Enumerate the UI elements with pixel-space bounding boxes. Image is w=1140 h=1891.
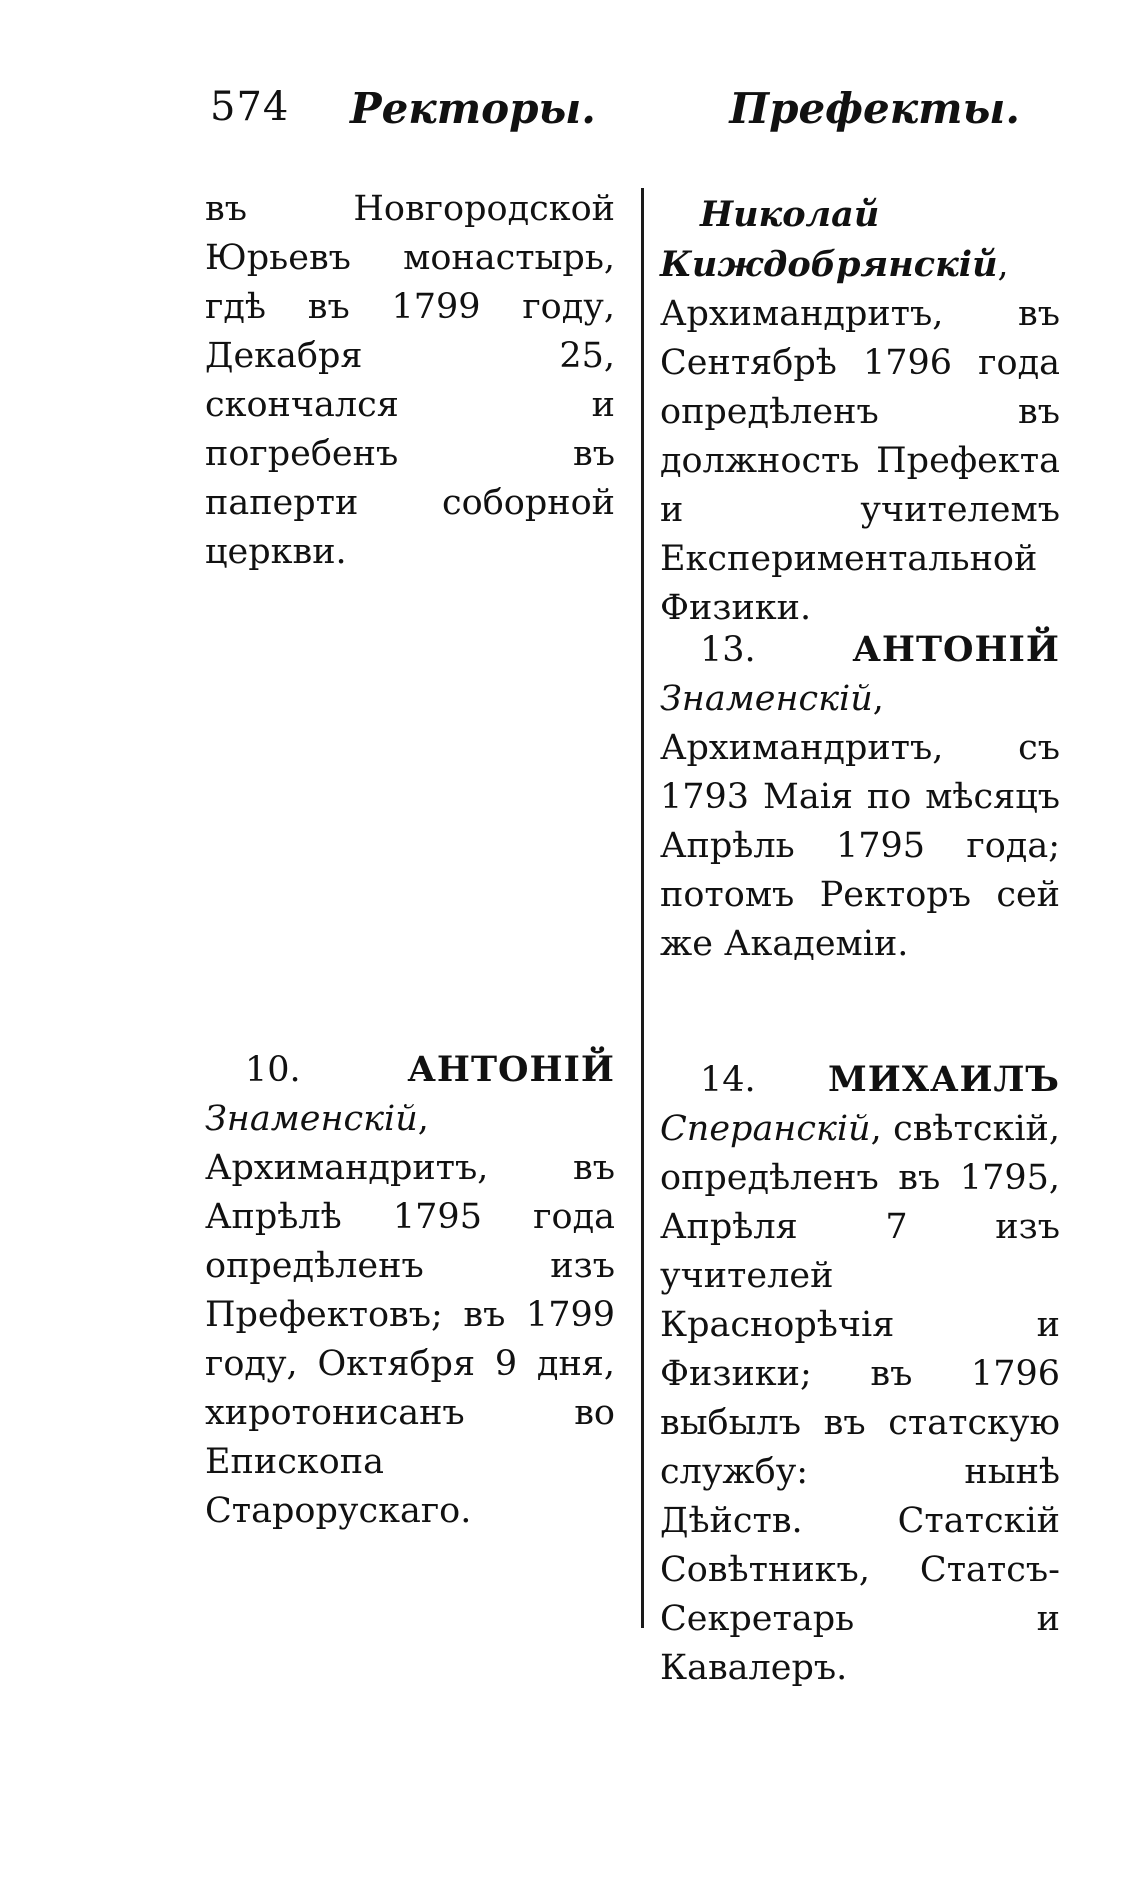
prefect-entry-continued bbox=[660, 190, 1060, 633]
entry-number: 14. bbox=[700, 1060, 756, 1100]
entry-number: 10. bbox=[245, 1050, 301, 1090]
entry-name: МИХАИЛЪ bbox=[828, 1059, 1060, 1100]
entry-text: , Архимандритъ, въ Сентябрѣ 1796 года опредѣленъ въ должность Префекта и учителемъ Експериментальной Физики. bbox=[660, 245, 1060, 628]
entry-surname: Сперанскій bbox=[660, 1109, 871, 1149]
entry-text: въ Новгородской Юрьевъ монастырь, гдѣ въ 1799 году, Декабря 25, скончался и погребенъ въ паперти соборной церкви. bbox=[205, 189, 615, 572]
entry-body bbox=[660, 1055, 1060, 1693]
entry-number: 13. bbox=[700, 630, 756, 670]
column-divider bbox=[641, 188, 644, 1628]
page-header bbox=[210, 84, 1020, 144]
entry-text: , свѣтскій, опредѣленъ въ 1795, Апрѣля 7 изъ учителей Краснорѣчія и Физики; въ 1796 выбылъ въ статскую службу: нынѣ Дѣйств. Статскій Совѣтникъ, Статсъ-Секретарь и Кавалеръ. bbox=[660, 1109, 1060, 1688]
rector-entry-10 bbox=[205, 1045, 615, 1536]
entry-surname: Знаменскій bbox=[660, 679, 873, 719]
entry-text: , Архимандритъ, съ 1793 Маія по мѣсяцъ Апрѣль 1795 года; потомъ Ректоръ сей же Академіи. bbox=[660, 679, 1060, 964]
entry-body bbox=[660, 625, 1060, 969]
column-heading-prefects: Префекты. bbox=[729, 84, 1020, 133]
entry-body bbox=[660, 190, 1060, 633]
entry-name: Николай Киждобрянскій bbox=[660, 194, 998, 285]
rector-entry-continued bbox=[205, 185, 615, 577]
entry-name: АНТОНІЙ bbox=[852, 629, 1060, 670]
prefect-entry-14 bbox=[660, 1055, 1060, 1693]
entry-body bbox=[205, 1045, 615, 1536]
entry-text: , Архимандритъ, въ Апрѣлѣ 1795 года опредѣленъ изъ Префектовъ; въ 1799 году, Октября 9 дня, хиротонисанъ во Епископа Старорускаго. bbox=[205, 1099, 615, 1531]
column-heading-rectors: Ректоры. bbox=[350, 84, 596, 133]
entry-name: АНТОНІЙ bbox=[407, 1049, 615, 1090]
entry-surname: Знаменскій bbox=[205, 1099, 418, 1139]
prefect-entry-13 bbox=[660, 625, 1060, 969]
page-number: 574 bbox=[210, 84, 290, 130]
